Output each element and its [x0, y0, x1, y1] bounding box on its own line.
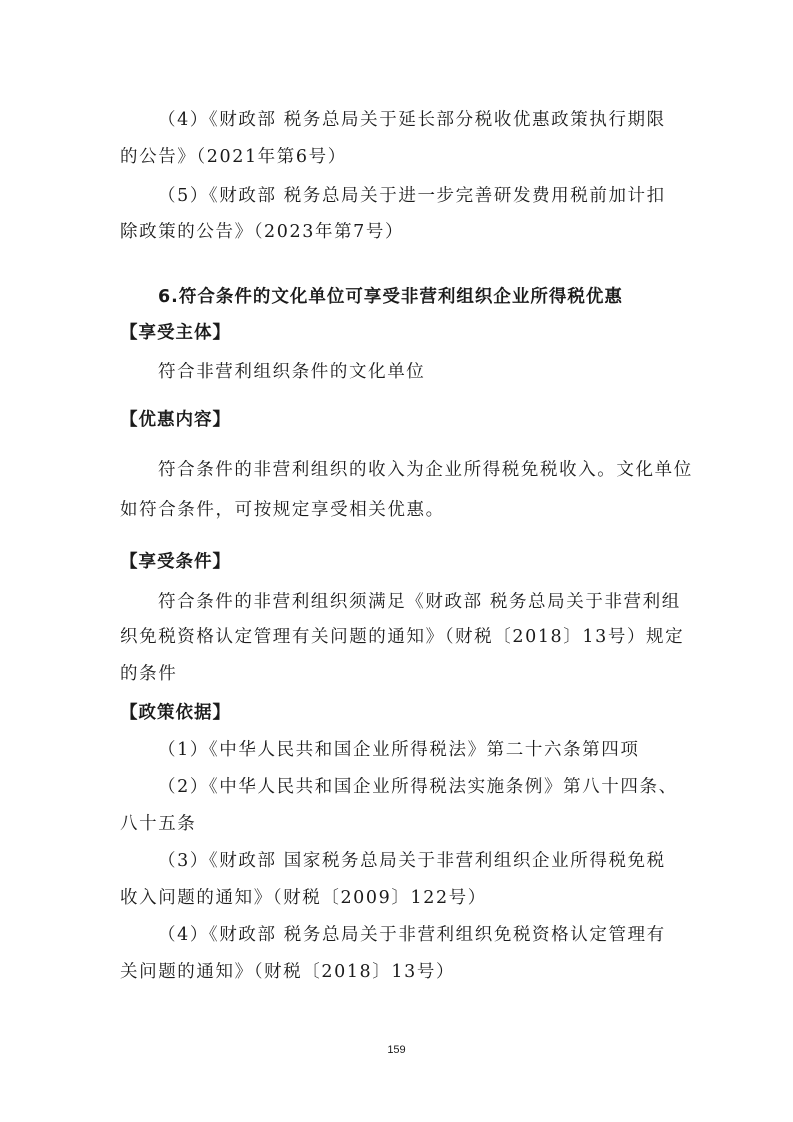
condition-line-3: 的条件: [120, 664, 178, 684]
content-heading: 【优惠内容】: [120, 410, 231, 430]
page-number: 159: [387, 1044, 406, 1056]
basis-item-4-line-1: （4）《财政部 税务总局关于非营利组织免税资格认定管理有: [158, 925, 666, 945]
policy-item-4-line-1: （4）《财政部 税务总局关于延长部分税收优惠政策执行期限: [158, 110, 666, 130]
basis-item-2-line-2: 八十五条: [120, 814, 197, 834]
basis-item-3-line-2: 收入问题的通知》（财税〔2009〕122号）: [120, 888, 487, 908]
section-title: 6.符合条件的文化单位可享受非营利组织企业所得税优惠: [158, 287, 623, 307]
condition-heading: 【享受条件】: [120, 552, 231, 572]
condition-line-2: 织免税资格认定管理有关问题的通知》（财税〔2018〕13号）规定: [120, 627, 685, 647]
content-line-1: 符合条件的非营利组织的收入为企业所得税免税收入。文化单位: [158, 460, 693, 480]
policy-item-4-line-2: 的公告》（2021年第6号）: [120, 147, 347, 167]
policy-item-5-line-2: 除政策的公告》（2023年第7号）: [120, 222, 405, 242]
basis-item-3-line-1: （3）《财政部 国家税务总局关于非营利组织企业所得税免税: [158, 851, 666, 871]
basis-item-1: （1）《中华人民共和国企业所得税法》第二十六条第四项: [158, 740, 640, 760]
basis-heading: 【政策依据】: [120, 703, 231, 723]
subject-heading: 【享受主体】: [120, 323, 231, 343]
policy-item-5-line-1: （5）《财政部 税务总局关于进一步完善研发费用税前加计扣: [158, 186, 666, 206]
subject-text: 符合非营利组织条件的文化单位: [158, 362, 426, 382]
basis-item-4-line-2: 关问题的通知》（财税〔2018〕13号）: [120, 962, 456, 982]
condition-line-1: 符合条件的非营利组织须满足《财政部 税务总局关于非营利组: [158, 592, 681, 612]
basis-item-2-line-1: （2）《中华人民共和国企业所得税法实施条例》第八十四条、: [158, 777, 678, 797]
content-line-2: 如符合条件，可按规定享受相关优惠。: [120, 500, 445, 520]
